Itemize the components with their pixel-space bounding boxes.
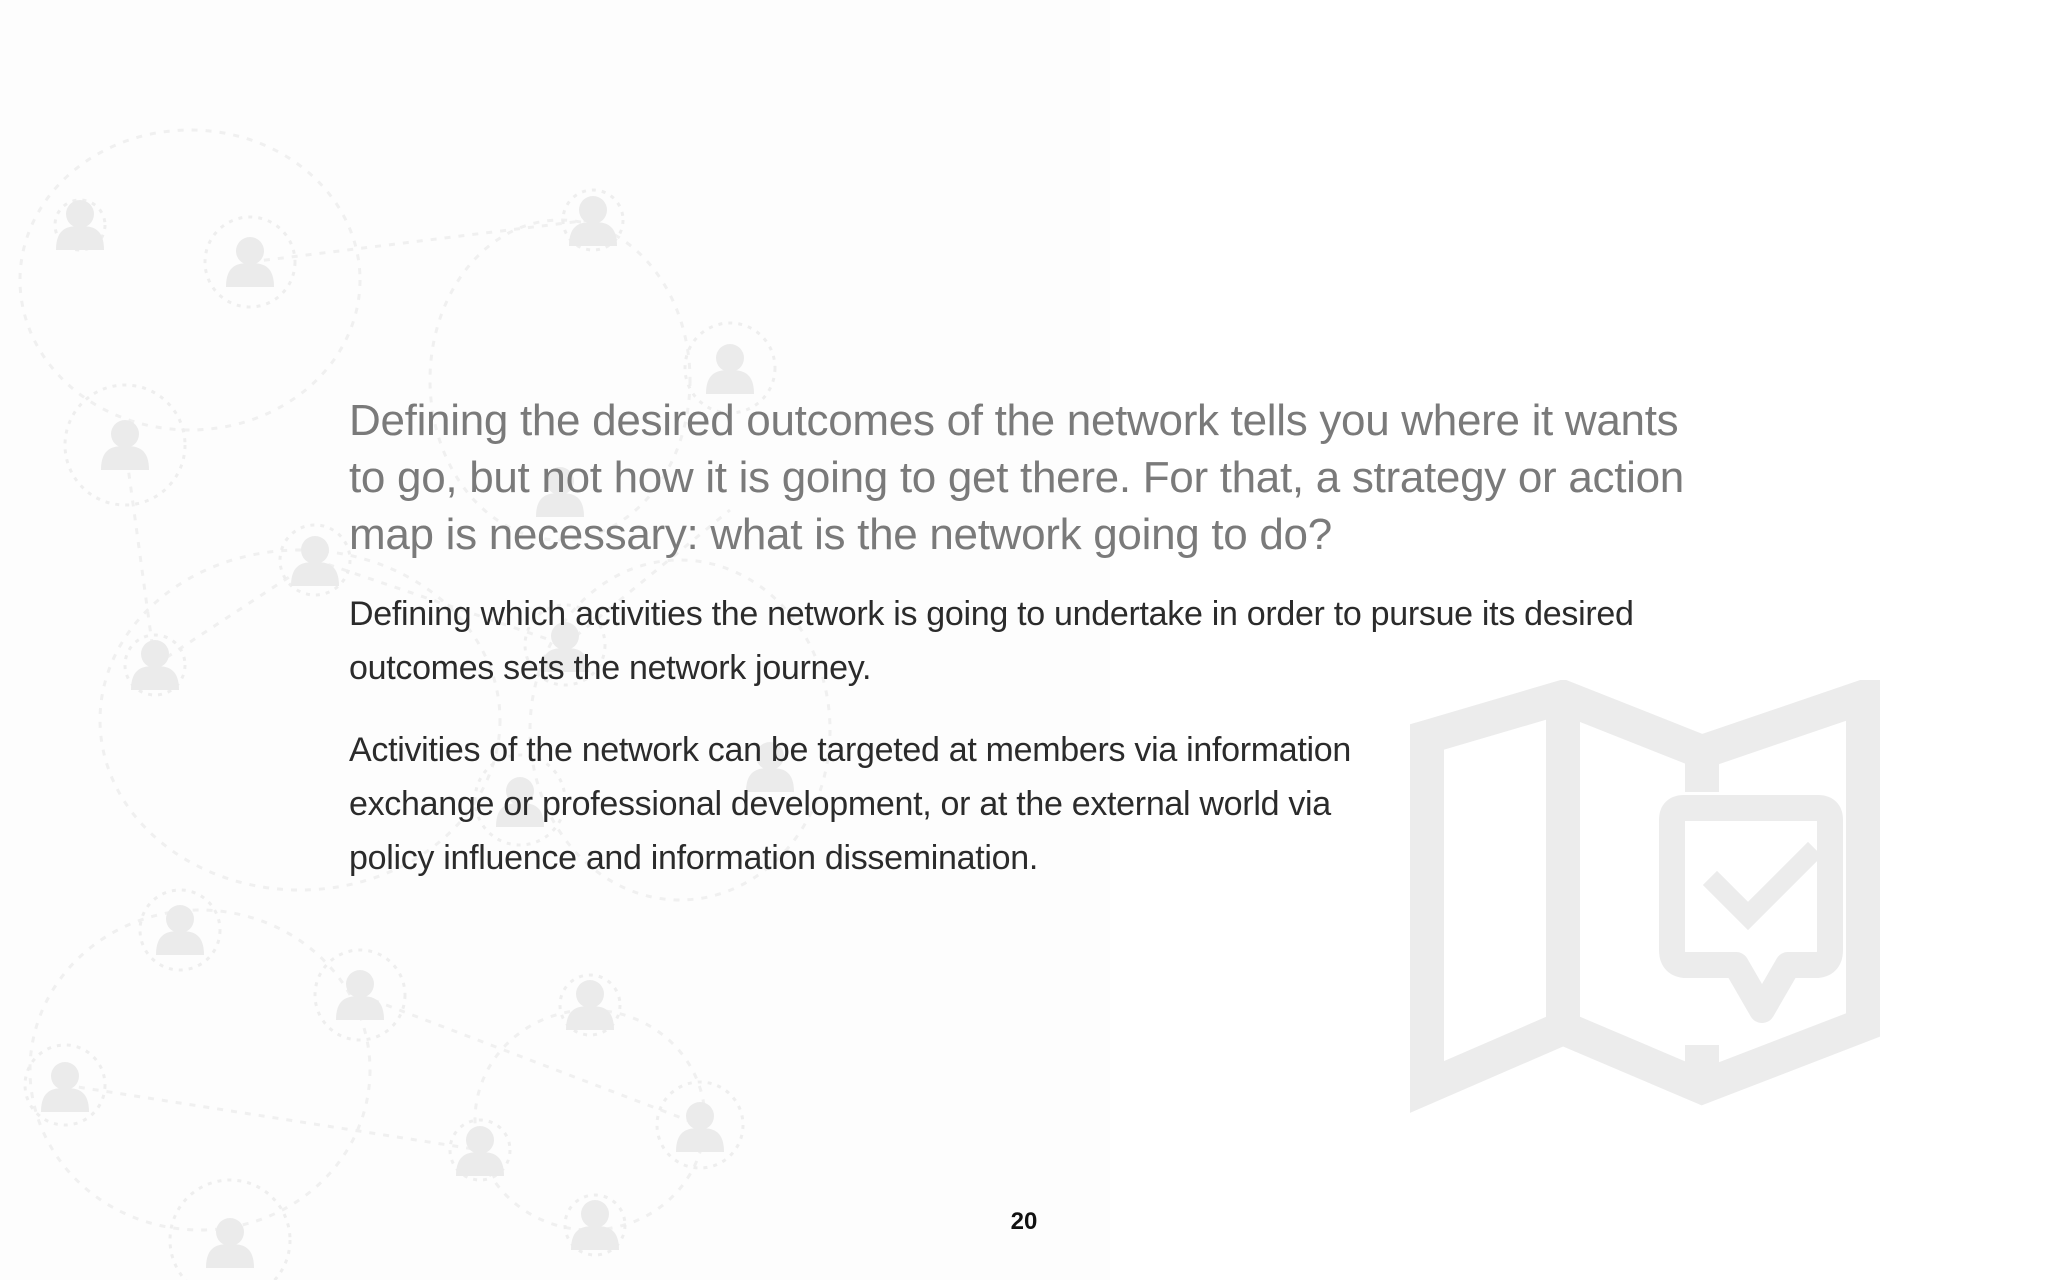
body-paragraph: Defining which activities the network is going to undertake in order to pursue its desired outcomes sets the network journey. bbox=[349, 595, 1634, 687]
page-number: 20 bbox=[1010, 1208, 1038, 1235]
main-content bbox=[349, 392, 1709, 885]
body-paragraph: Activities of the network can be targeted at members via information exchange or professional development, or at the external world via policy influence and information dissemination. bbox=[349, 731, 1351, 877]
intro-paragraph: Defining the desired outcomes of the network tells you where it wants to go, but not how it is going to get there. For that, a strategy or action map is necessary: what is the network going to do? bbox=[349, 396, 1684, 559]
